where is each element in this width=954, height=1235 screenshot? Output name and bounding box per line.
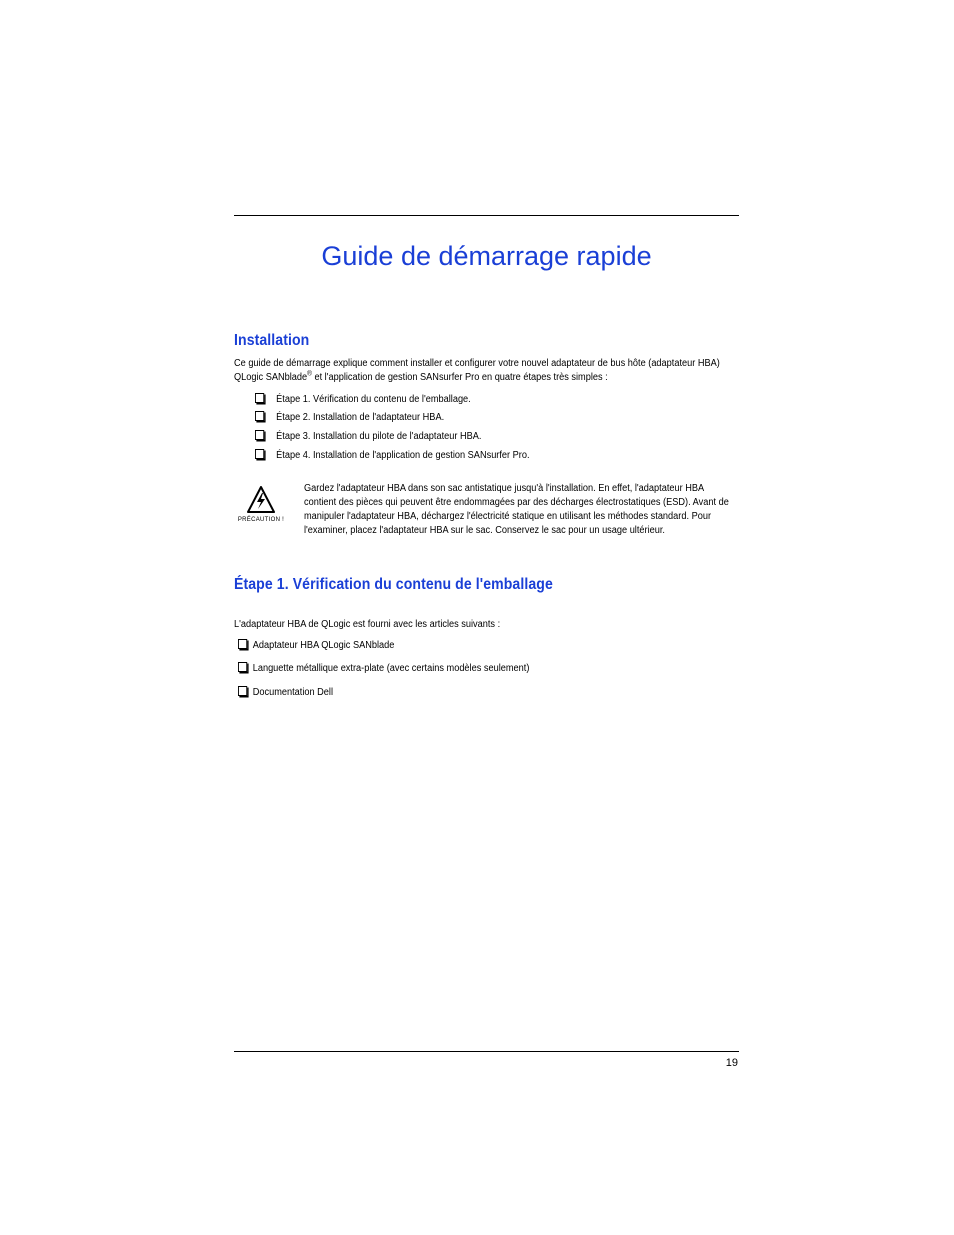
- caution-text: Gardez l'adaptateur HBA dans son sac antistatique jusqu'à l'installation. En effet, l'adaptateur HBA contient des pièces qui peuvent être endommagées par des décharges électrostatiques (ESD). Avant de manipuler l'adaptateur HBA, déchargez l'électricité statique en utilisant les méthodes standard. Pour l'examiner, placez l'adaptateur HBA sur le sac. Conservez le sac pour un usage ultérieur.: [304, 483, 729, 536]
- list-item: Languette métallique extra-plate (avec certains modèles seulement): [238, 662, 529, 676]
- intro-line-2: [234, 371, 740, 385]
- installation-intro: [234, 357, 740, 385]
- intro-line-1: Ce guide de démarrage explique comment installer et configurer votre nouvel adaptateur de bus hôte (adaptateur HBA): [234, 358, 720, 369]
- registered-mark: ®: [307, 370, 312, 378]
- page-number: 19: [725, 1057, 738, 1069]
- checkbox-bullet-icon: [255, 430, 264, 440]
- bottom-rule: [234, 1051, 739, 1052]
- checkbox-bullet-icon: [255, 393, 264, 403]
- checkbox-bullet-icon: [255, 411, 264, 421]
- top-rule: [234, 215, 739, 216]
- page-title: Guide de démarrage rapide: [321, 241, 652, 271]
- list-item: Étape 4. Installation de l'application de gestion SANsurfer Pro.: [255, 449, 530, 463]
- checkbox-bullet-icon: [238, 639, 247, 649]
- step1-intro: L'adaptateur HBA de QLogic est fourni avec les articles suivants :: [234, 619, 501, 630]
- list-item: Étape 1. Vérification du contenu de l'emballage.: [255, 393, 471, 407]
- list-item: Adaptateur HBA QLogic SANblade: [238, 639, 394, 653]
- checkbox-bullet-icon: [238, 662, 247, 672]
- intro-rest: et l'application de gestion SANsurfer Pro en quatre étapes très simples :: [311, 372, 608, 383]
- caution-label: PRÉCAUTION !: [237, 517, 285, 523]
- installation-heading: Installation: [234, 332, 310, 349]
- checkbox-bullet-icon: [255, 449, 264, 459]
- list-item: Étape 2. Installation de l'adaptateur HBA.: [255, 411, 444, 425]
- list-item: Étape 3. Installation du pilote de l'adaptateur HBA.: [255, 430, 481, 444]
- intro-product: QLogic SANblade: [234, 372, 308, 383]
- step1-heading: Étape 1. Vérification du contenu de l'emballage: [234, 576, 553, 593]
- checkbox-bullet-icon: [238, 686, 247, 696]
- list-item: Documentation Dell: [238, 686, 333, 700]
- warning-triangle-lightning-icon: [246, 485, 276, 515]
